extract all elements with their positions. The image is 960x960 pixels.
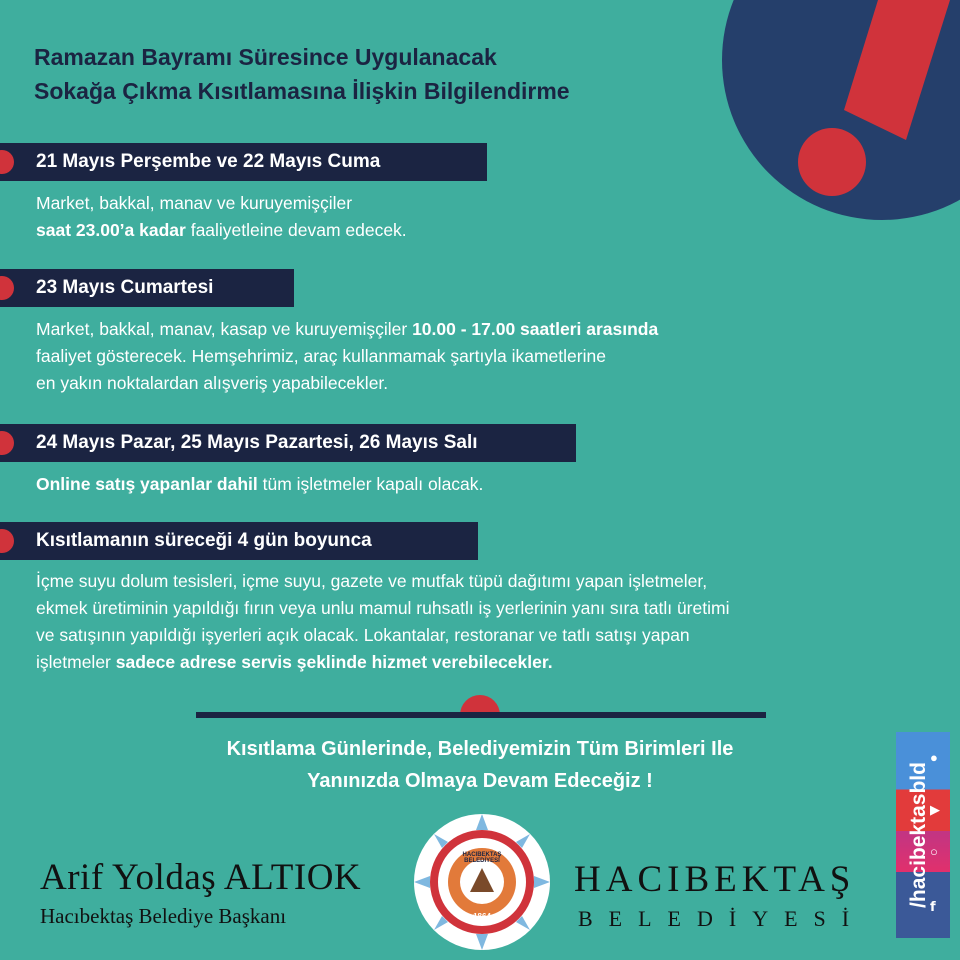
closing-message xyxy=(0,733,960,797)
social-strip xyxy=(896,732,950,938)
instagram-icon: ○ xyxy=(930,844,938,859)
divider xyxy=(196,712,766,718)
municipality-seal xyxy=(412,812,552,952)
section-4-line-1: İçme suyu dolum tesisleri, içme suyu, gazete ve mutfak tüpü dağıtımı yapan işletmeler, xyxy=(36,571,708,591)
municipality-name: HACIBEKTAŞ xyxy=(574,859,856,900)
section-2-line-2: faaliyet gösterecek. Hemşehrimiz, araç kullanmamak şartıyla ikametlerine xyxy=(36,346,606,366)
section-1-line-1: Market, bakkal, manav ve kuruyemişçiler xyxy=(36,193,353,213)
mayor-name: Arif Yoldaş ALTIOK xyxy=(40,857,362,898)
section-2-pre: Market, bakkal, manav, kasap ve kuruyemişçiler xyxy=(36,319,413,339)
seal-logo xyxy=(412,812,552,952)
title-line-1: Ramazan Bayramı Süresince Uygulanacak xyxy=(34,44,497,70)
bullet-dot xyxy=(0,276,14,300)
municipality-subtitle: BELEDİYESİ xyxy=(578,906,866,931)
facebook-icon: f xyxy=(930,900,936,915)
section-heading-2-text: 23 Mayıs Cumartesi xyxy=(36,277,214,298)
bullet-dot xyxy=(0,529,14,553)
social-handle: /hacibektasbld xyxy=(907,762,930,908)
section-3-bold: Online satış yapanlar dahil xyxy=(36,474,258,494)
page-title xyxy=(34,40,570,108)
closing-line-2: Yanınızda Olmaya Devam Edeceğiz ! xyxy=(307,770,653,792)
section-4-pre: işletmeler xyxy=(36,652,116,672)
section-3-rest: tüm işletmeler kapalı olacak. xyxy=(257,474,484,494)
bullet-dot xyxy=(0,150,14,174)
seal-text: HACIBEKTAŞ BELEDİYESİ xyxy=(462,852,502,864)
youtube-icon: ▶ xyxy=(930,802,940,817)
section-heading-4-text: Kısıtlamanın süreceği 4 gün boyunca xyxy=(36,530,372,551)
section-heading-4 xyxy=(0,522,478,560)
twitter-icon: ● xyxy=(930,750,938,765)
section-4-line-3: ve satışının yapıldığı işyerleri açık olacak. Lokantalar, restoranar ve tatlı satışı yapan xyxy=(36,625,690,645)
section-text-4 xyxy=(36,568,729,676)
closing-line-1: Kısıtlama Günlerinde, Belediyemizin Tüm Birimleri Ile xyxy=(226,738,734,760)
section-4-bold: sadece adrese servis şeklinde hizmet verebilecekler. xyxy=(115,652,553,672)
section-heading-2 xyxy=(0,269,294,307)
section-2-line-3: en yakın noktalardan alışveriş yapabilecekler. xyxy=(36,373,389,393)
section-heading-3 xyxy=(0,424,576,462)
title-line-2: Sokağa Çıkma Kısıtlamasına İlişkin Bilgilendirme xyxy=(34,78,570,104)
section-1-rest: faaliyetleine devam edecek. xyxy=(185,220,407,240)
seal-year: 1864 xyxy=(473,912,491,921)
mayor-title: Hacıbektaş Belediye Başkanı xyxy=(40,904,287,928)
section-2-bold: 10.00 - 17.00 saatleri arasında xyxy=(412,319,659,339)
bullet-dot xyxy=(0,431,14,455)
section-text-1 xyxy=(36,190,407,244)
section-text-2 xyxy=(36,316,658,397)
section-1-bold: saat 23.00’a kadar xyxy=(36,220,186,240)
section-heading-1-text: 21 Mayıs Perşembe ve 22 Mayıs Cuma xyxy=(36,151,381,172)
section-4-line-2: ekmek üretiminin yapıldığı fırın veya unlu mamul ruhsatlı iş yerlerinin yanı sıra tatlı üretimi xyxy=(36,598,730,618)
exclamation-icon xyxy=(780,0,960,210)
section-text-3 xyxy=(36,471,483,498)
section-heading-1 xyxy=(0,143,487,181)
section-heading-3-text: 24 Mayıs Pazar, 25 Mayıs Pazartesi, 26 Mayıs Salı xyxy=(36,432,478,453)
